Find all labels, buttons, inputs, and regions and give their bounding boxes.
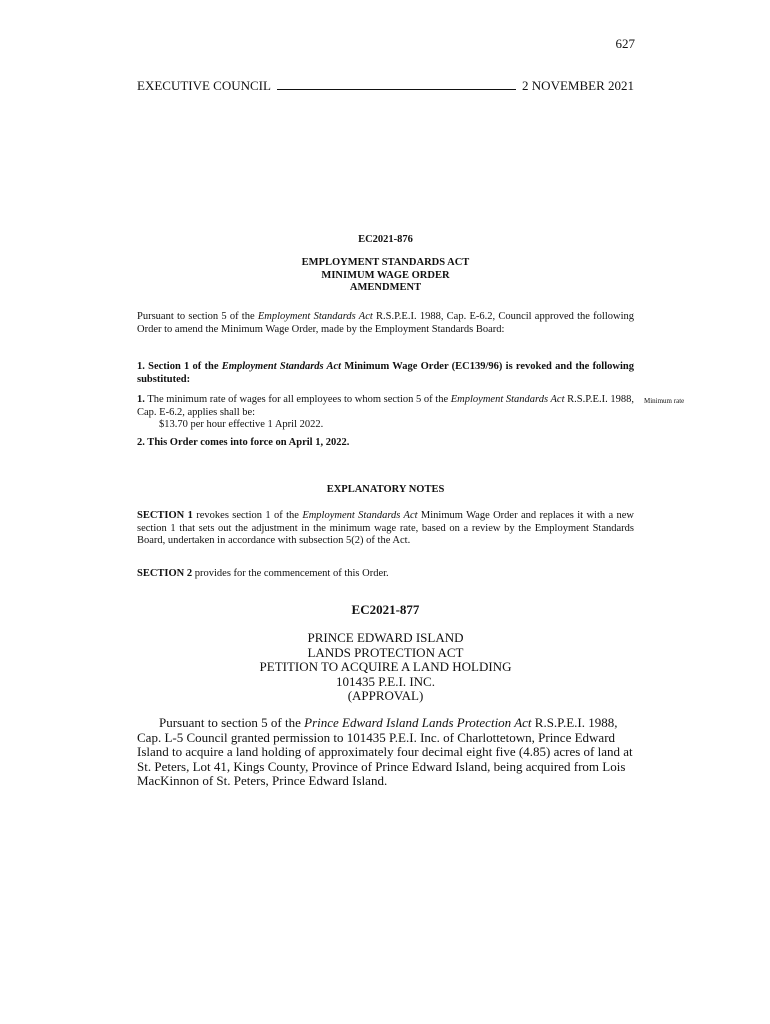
body-paragraph-877: Pursuant to section 5 of the Prince Edward Island Lands Protection Act R.S.P.E.I. 1988, Cap. L-5 Council granted permission to 101435 P.E.I. Inc. of Charlottetown, Prince Edward Island to acquire a land holding of approximately four decimal eight five (4.85) acres of land at St. Peters, Lot 41, Kings County, Province of Prince Edward Island, being acquired from Lois MacKinnon of St. Peters, Prince Edward Island. bbox=[137, 715, 633, 788]
explanatory-notes-heading: EXPLANATORY NOTES bbox=[326, 484, 445, 495]
order-number-876: EC2021-876 bbox=[358, 234, 413, 245]
header-council: EXECUTIVE COUNCIL bbox=[137, 78, 271, 93]
title-line: AMENDMENT bbox=[349, 282, 422, 293]
section-1-heading: 1. Section 1 of the Employment Standards Act Minimum Wage Order (EC139/96) is revoked and the following substituted: bbox=[137, 361, 634, 385]
header-rule bbox=[277, 79, 516, 90]
minimum-rate-value: $13.70 per hour effective 1 April 2022. bbox=[159, 419, 324, 430]
page-header bbox=[137, 78, 634, 94]
header-date: 2 NOVEMBER 2021 bbox=[522, 78, 634, 93]
intro-paragraph-876: Pursuant to section 5 of the Employment Standards Act R.S.P.E.I. 1988, Cap. E-6.2, Council approved the following Order to amend the Minimum Wage Order, made by the Employment Standards Board: bbox=[137, 311, 634, 335]
title-line: PRINCE EDWARD ISLAND bbox=[307, 630, 464, 645]
title-line: EMPLOYMENT STANDARDS ACT bbox=[301, 257, 470, 268]
title-line: (APPROVAL) bbox=[347, 688, 424, 703]
page-number: 627 bbox=[615, 36, 635, 51]
explanatory-note-2: SECTION 2 provides for the commencement of this Order. bbox=[137, 568, 389, 579]
section-2: 2. This Order comes into force on April 1, 2022. bbox=[137, 437, 350, 448]
margin-note: Minimum rate bbox=[644, 397, 685, 405]
explanatory-note-1: SECTION 1 revokes section 1 of the Employment Standards Act Minimum Wage Order and replaces it with a new section 1 that sets out the adjustment in the minimum wage rate, based on a review by the Employment Standards Board, undertaken in accordance with subsection 5(2) of the Act. bbox=[137, 510, 634, 546]
order-title-877 bbox=[137, 631, 634, 704]
order-title-876 bbox=[137, 257, 634, 295]
title-line: 101435 P.E.I. INC. bbox=[336, 673, 435, 689]
title-line: LANDS PROTECTION ACT bbox=[307, 644, 464, 660]
order-number-877: EC2021-877 bbox=[351, 602, 420, 617]
section-1-subsection-1: 1. The minimum rate of wages for all employees to whom section 5 of the Employment Standards Act R.S.P.E.I. 1988, Cap. E-6.2, applies shall be: $13.70 per hour effective 1 April 2022. bbox=[137, 394, 634, 430]
title-line: MINIMUM WAGE ORDER bbox=[321, 269, 450, 281]
title-line: PETITION TO ACQUIRE A LAND HOLDING bbox=[259, 659, 512, 674]
